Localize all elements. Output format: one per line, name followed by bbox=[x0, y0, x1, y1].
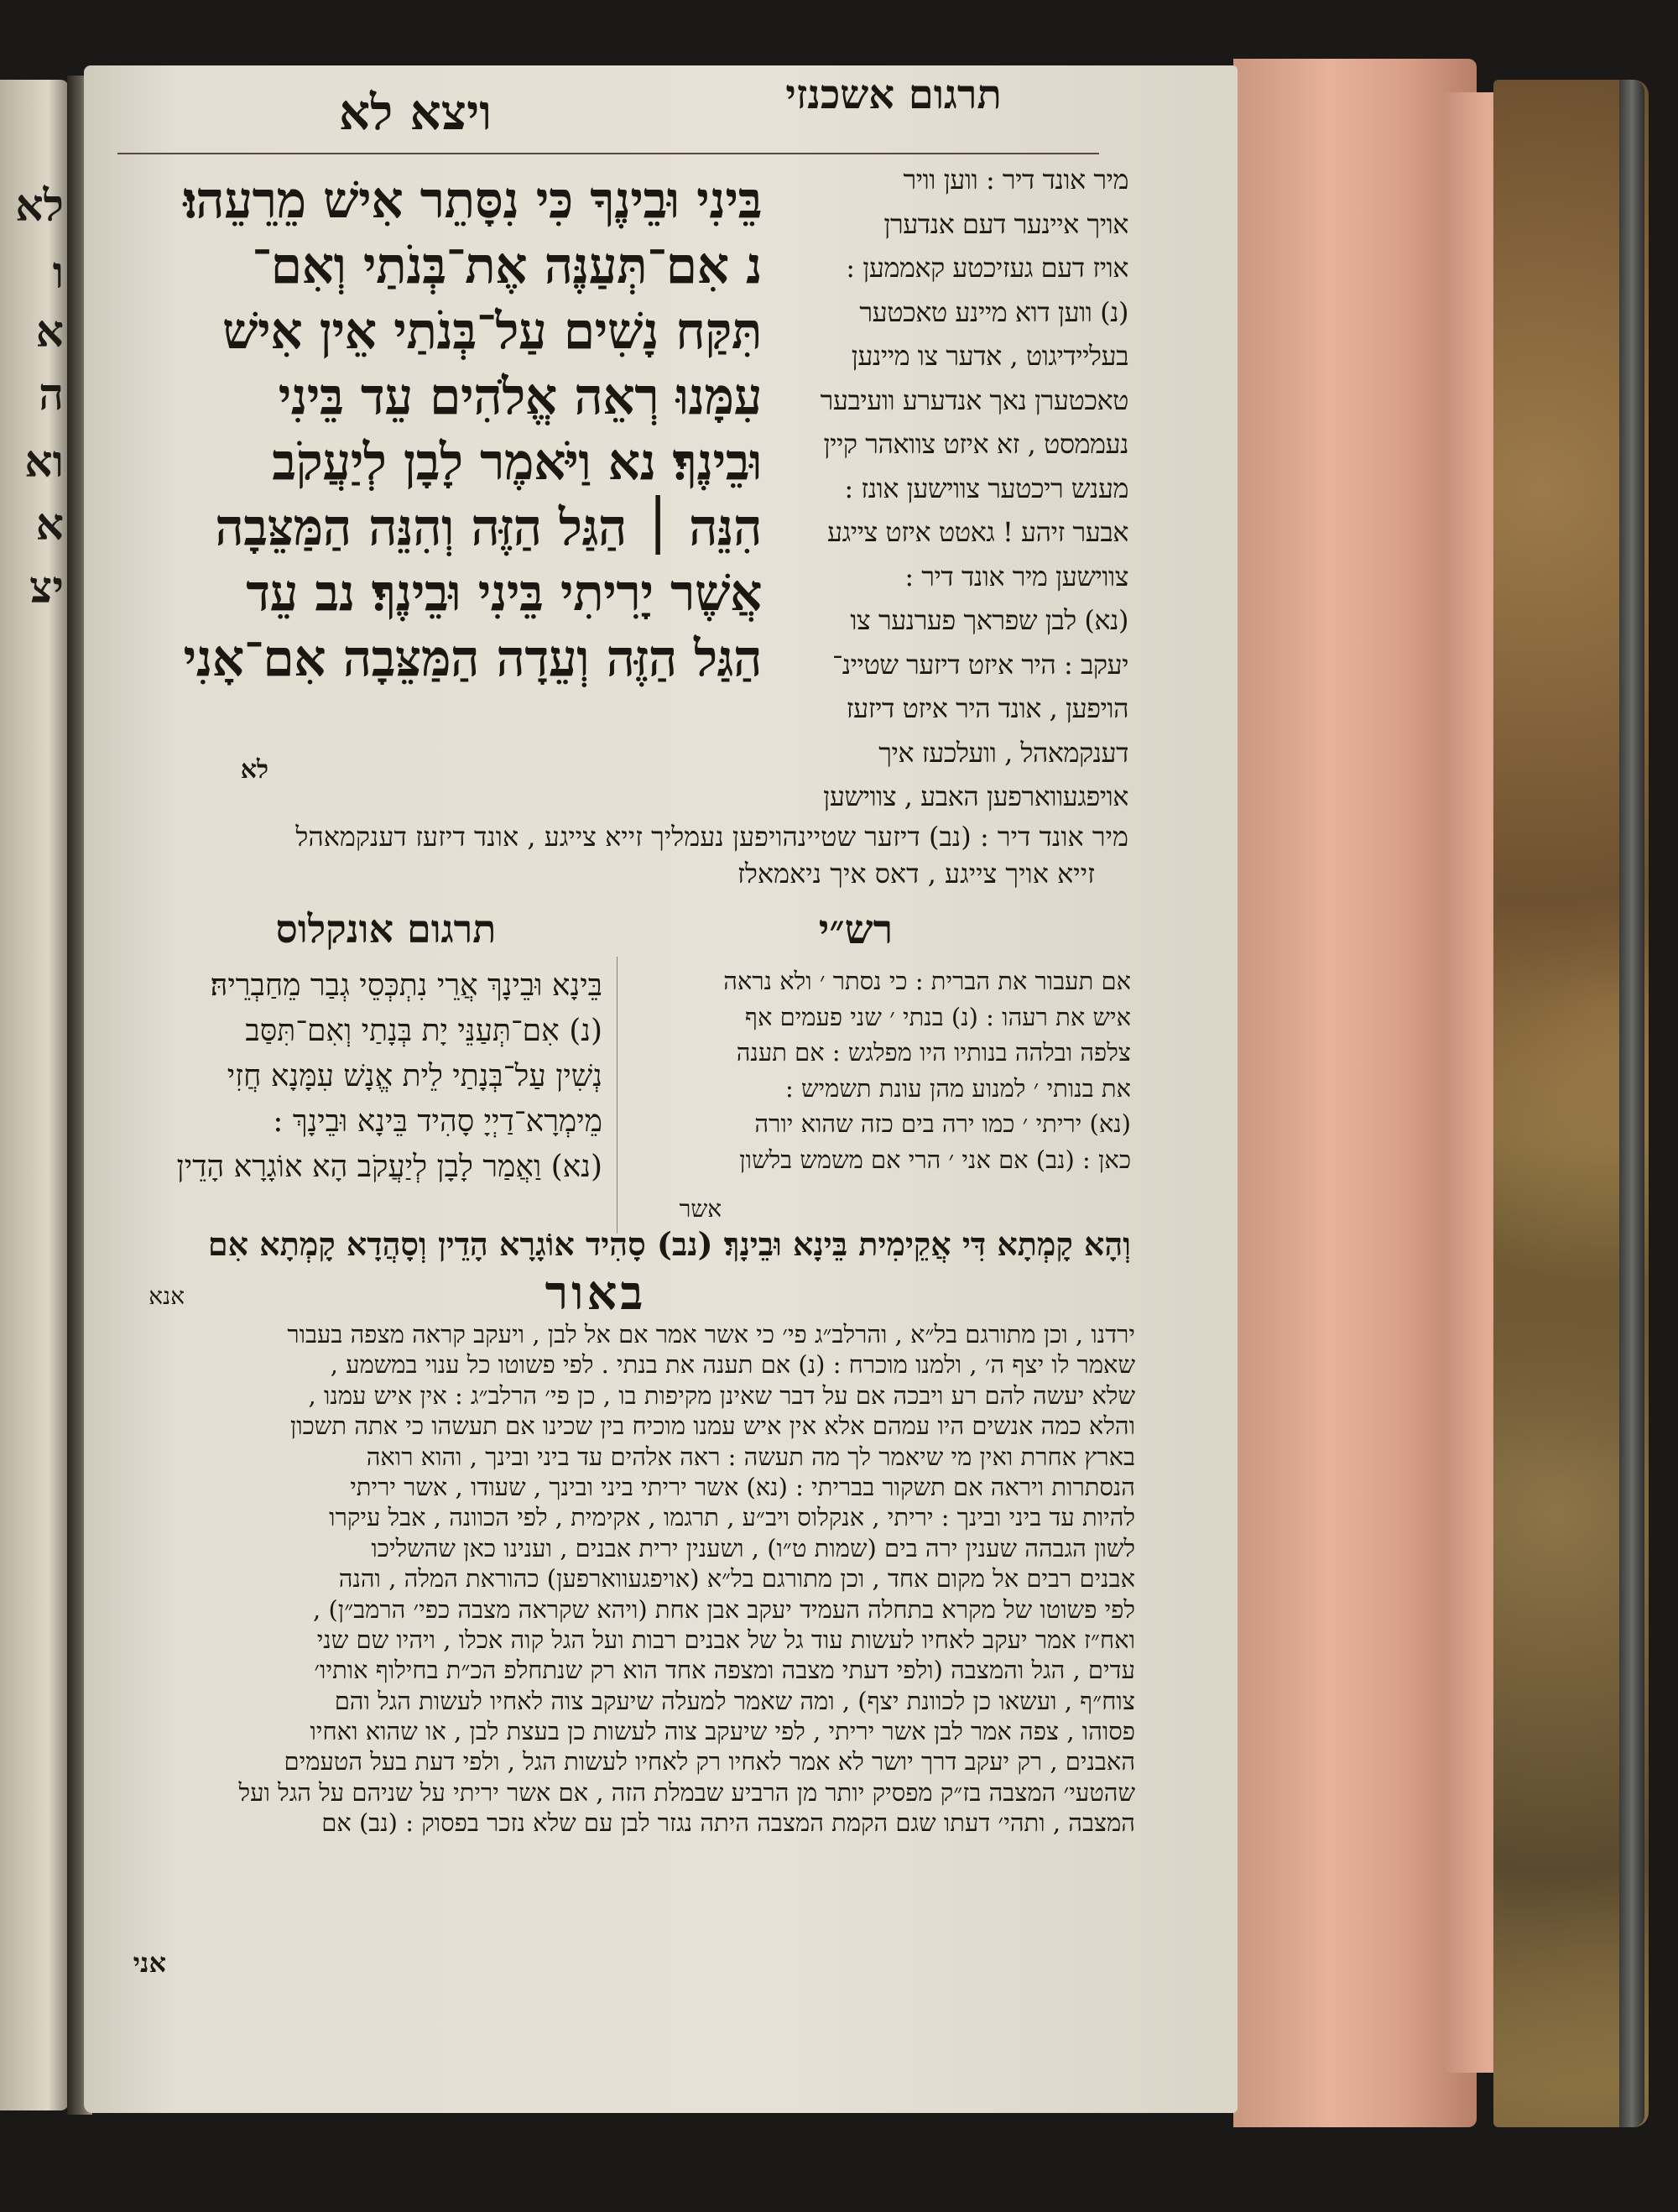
german-line: מענש ריכטער צווישען אונז : bbox=[844, 472, 1128, 504]
left-page-edge bbox=[0, 80, 69, 2110]
rashi-line: איש את רעהו : (נ) בנתי ׳ שני פעמים אף bbox=[744, 1002, 1131, 1031]
rashi-catchword: אשר bbox=[679, 1195, 722, 1223]
biblical-line: הִנֵּה ׀ הַגַּל הַזֶּה וְהִנֵּה הַמַּצֵּבָה bbox=[215, 498, 762, 557]
left-page-fragment: ו bbox=[52, 248, 64, 299]
rashi-line: אם תעבור את הברית : כי נסתר ׳ ולא נראה bbox=[723, 967, 1131, 995]
german-wide-line: מיר אונד דיר : (נב) דיזער שטיינהויפען נעמליך זייא צייגע , אונד דיזעז דענקמאהל bbox=[295, 821, 1128, 853]
biblical-line: תִּקַּח נָשִׁים עַל־בְּנֹתַי אֵין אִישׁ bbox=[222, 302, 762, 361]
left-page-fragment: לא bbox=[15, 180, 64, 232]
biur-line: לשון הגבהה שענין ירה בים (שמות ט״ו) , ושענין ירית אבנים , וענינו כאן שהשליכו bbox=[371, 1533, 1135, 1562]
german-line: (נא) לבן שפראך פערנער צו bbox=[850, 604, 1128, 636]
biblical-line: בֵּינִי וּבֵינֶךָ כִּי נִסָּתֵר אִישׁ מֵרֵעֵהוּ׃ bbox=[183, 171, 762, 230]
onkelos-line: מֵימְרָא־דַיְיָ סָהִיד בֵּינָא וּבֵינָךְ : bbox=[273, 1104, 602, 1139]
onkelos-line: (נ) אִם־תְּעַנֵּי יָת בְּנָתַי וְאִם־תִּסַּב bbox=[245, 1014, 602, 1048]
biur-line: להיות עד ביני ובינך : יריתי , אנקלוס ויב״ע , תרגמו , אקימית , לפי הכוונה , אבל עיקרו bbox=[329, 1503, 1135, 1532]
onkelos-line: בֵּינָא וּבֵינָךְ אֲרֵי נִתְכְּסֵי גְבַר מֵחַבְרֵיהּ׃ bbox=[210, 968, 602, 1003]
german-line: נעממסט , זא איזט צוואהר קיין bbox=[823, 428, 1128, 460]
biblical-line: הַגַּל הַזֶּה וְעֵדָה הַמַּצֵּבָה אִם־אָנִי bbox=[183, 629, 762, 688]
biur-line: עדים , הגל והמצבה (ולפי דעתי מצבה ומצפה אחד הוא רק שנתחלפ הכ״ת בחילוף אותיו׳ bbox=[314, 1656, 1135, 1685]
biur-commentary bbox=[99, 1319, 1135, 1839]
german-line: יעקב : היר איזט דיזער שטיינ־ bbox=[832, 648, 1128, 681]
german-wide-line: זייא אויך צייגע , דאס איך ניאמאלז bbox=[737, 858, 1095, 889]
biur-line: שהטעי׳ המצבה בז״ק מפסיק יותר מן הרביע שבמלת הזה , אם אשר יריתי על שניהם על הגל ועל bbox=[238, 1777, 1135, 1807]
rashi-line: את בנותי ׳ למנוע מהן עונת תשמיש : bbox=[785, 1073, 1131, 1103]
left-page-fragment: א bbox=[35, 499, 64, 550]
german-line: (נ) ווען דוא מיינע טאכטער bbox=[859, 295, 1128, 328]
onkelos-line: (נא) וַאֲמַר לָבָן לְיַעֲקֹב הָא אוֹגָרָא הָדֵין bbox=[176, 1150, 602, 1184]
german-line: אויפגעווארפען האבע , צווישען bbox=[823, 780, 1128, 812]
biblical-line: נ אִם־תְּעַנֶּה אֶת־בְּנֹתַי וְאִם־ bbox=[252, 237, 762, 295]
biur-line: שאמר לו יצף ה׳ , ולמנו מוכרח : (נ) אם תענה את בנתי . לפי פשוטו כל ענוי במשמע , bbox=[330, 1350, 1135, 1380]
rashi-heading: רש״י bbox=[818, 906, 894, 953]
german-line: טאכטערן נאך אנדערע וועיבער bbox=[820, 383, 1128, 416]
german-line: דענקמאהל , וועלכעז איך bbox=[878, 736, 1128, 769]
german-line: הויפען , אונד היר איזט דיזעז bbox=[846, 692, 1128, 724]
rashi-line: (נא) יריתי ׳ כמו ירה בים כזה שהוא יורה bbox=[754, 1109, 1131, 1138]
biur-line: ירדנו , וכן מתורגם בל״א , והרלב״ג פי׳ כי אשר אמר אם אל לבן , ויעקב קראה מצפה בעבור bbox=[287, 1320, 1135, 1349]
biur-line: האבנים , רק יעקב דרך יושר לא אמר לאחיו רק לאחיו לעשות הגל , ולפי דעת בעל הטעמים bbox=[284, 1747, 1135, 1776]
onkelos-catchword: אנא bbox=[149, 1282, 185, 1310]
left-page-fragment: א bbox=[35, 306, 64, 357]
page-block-edge bbox=[1233, 59, 1477, 2127]
german-line: אויז דעם געזיכטע קאממען : bbox=[846, 252, 1128, 284]
biur-line: לפי פשוטו של מקרא בתחלה העמיד יעקב אבן אחת (ויהא שקראה מצבה כפי׳ הרמב״ן) , bbox=[313, 1594, 1135, 1624]
rashi-commentary bbox=[619, 963, 1131, 1177]
biur-line: והלא כמה אנשים היו עמהם אלא אין איש עמנו מוכיח בין שכינו אם תעשהו כי אתה תשכון bbox=[289, 1411, 1135, 1441]
left-page-fragment: וא bbox=[24, 436, 64, 488]
left-page-fragment: יצ bbox=[29, 562, 64, 613]
german-translation-column bbox=[759, 158, 1128, 819]
german-line: אבער זיהע ! גאטט איזט צייגע bbox=[827, 516, 1128, 548]
biur-line: שלא יעשה להם רע ויבכה אם על דבר שאינן מקיפות בו , כן פי׳ הרלב״ג : אין איש עמנו , bbox=[308, 1380, 1135, 1410]
header-divider bbox=[117, 153, 1099, 154]
biblical-catchword: לא bbox=[240, 755, 268, 785]
section-title: ויצא לא bbox=[338, 84, 492, 141]
page-catchword: אני bbox=[133, 1947, 166, 1979]
german-line: מיר אונד דיר : ווען וויר bbox=[903, 164, 1128, 196]
biur-line: המצבה , ותהי׳ דעתו שגם הקמת המצבה היתה נגזר לבן עם שלא נזכר בפסוק : (נב) אם bbox=[321, 1808, 1135, 1838]
left-page-fragment: ה bbox=[39, 369, 64, 420]
onkelos-heading: תרגום אונקלוס bbox=[275, 906, 497, 952]
biur-heading: באור bbox=[545, 1265, 647, 1321]
column-divider bbox=[617, 957, 618, 1234]
biur-line: צוח״ף , ועשאו כן לכוונת יצף) , ומה שאמר למעלה שיעקב צוה לאחיו לעשות הגל והם bbox=[334, 1686, 1135, 1715]
onkelos-translation bbox=[99, 963, 602, 1190]
rashi-line: כאן : (נב) אם אני ׳ הרי אם משמש בלשון bbox=[739, 1145, 1131, 1174]
biblical-line: אֲשֶׁר יָרִיתִי בֵּינִי וּבֵינֶךָ׃ נב עֵד bbox=[246, 564, 762, 623]
onkelos-line: נְשִׁין עַל־בְּנָתַי לֵית אֱנָשׁ עִמָּנָא חֲזִי bbox=[227, 1059, 602, 1093]
biblical-text-block bbox=[99, 168, 762, 691]
biur-line: פסוהו , צפה אמר לבן אשר יריתי , לפי שיעקב צוה לעשות כן בעצת לבן , או שהוא ואחיו bbox=[310, 1717, 1135, 1746]
biblical-line: עִמָּנוּ רְאֵה אֱלֹהִים עֵד בֵּינִי bbox=[278, 368, 762, 426]
cover-spine-edge bbox=[1619, 80, 1644, 2127]
running-title: תרגום אשכנזי bbox=[785, 71, 1002, 118]
german-translation-wide bbox=[92, 818, 1128, 892]
german-line: אויך איינער דעם אנדערן bbox=[883, 207, 1128, 240]
biur-line: הנסתרות ויראה אם תשקור בבריתי : (נא) אשר יריתי ביני ובינך , שעודו , אשר יריתי bbox=[350, 1472, 1135, 1501]
german-line: בעליידיגוט , אדער צו מיינען bbox=[851, 340, 1128, 372]
onkelos-continuation-line: וְהָא קָמְתָא דִּי אֲקֵימִית בֵּינָא וּבֵינָךְ׃ (נב) סָהִיד אוֹגָרָא הָדֵין וְסָהֲדָא קָמְתָא אִם bbox=[207, 1225, 1131, 1263]
biur-line: בארץ אחרת ואין מי שיאמר לך מה תעשה : ראה אלהים עד ביני ובינך , והוא רואה bbox=[366, 1442, 1135, 1471]
rashi-line: צלפה ובלהה בנותיו היו מפלגש : אם תענה bbox=[736, 1038, 1131, 1067]
biur-line: ואח״ז אמר יעקב לאחיו לעשות עוד גל של אבנים רבות ועל הגל קוה אכלו , ויהיו שם שני bbox=[316, 1625, 1135, 1654]
biblical-line: וּבֵינֶךָ׃ נא וַיֹּאמֶר לָבָן לְיַעֲקֹב bbox=[272, 433, 762, 492]
biur-line: אבנים רבים אל מקום אחד , וכן מתורגם בל״א (אויפגעווארפען) כהוראת המלה , והנה bbox=[338, 1564, 1135, 1594]
german-line: צווישען מיר אונד דיר : bbox=[904, 560, 1128, 592]
